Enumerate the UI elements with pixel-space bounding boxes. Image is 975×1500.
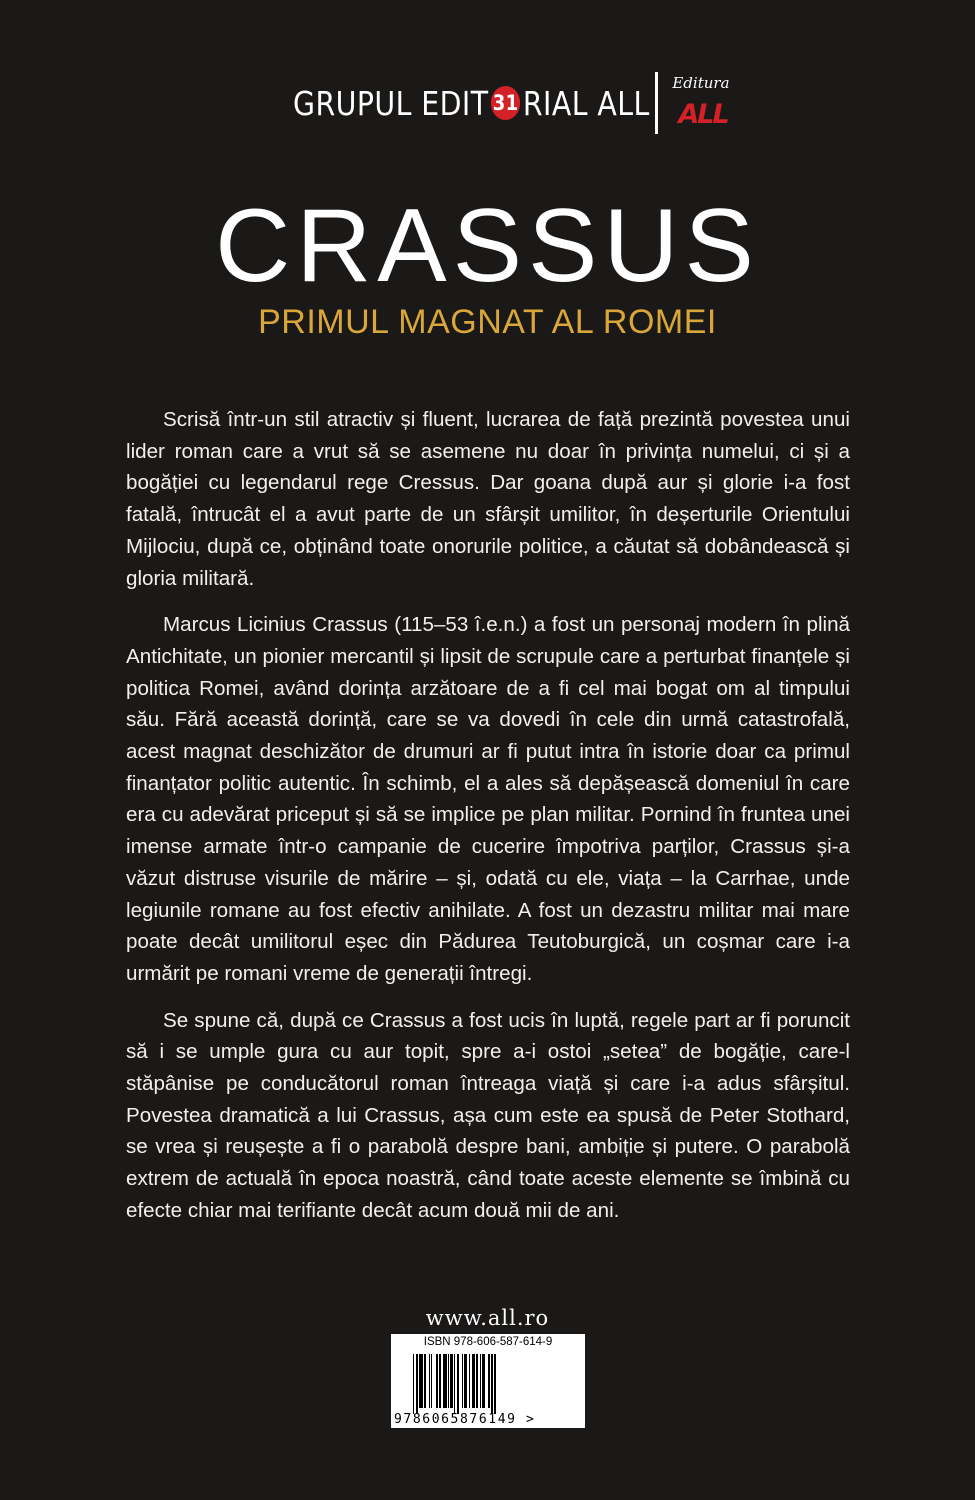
barcode-bars: [413, 1354, 573, 1416]
blurb-paragraph: Scrisă într-un stil atractiv și fluent, lucrarea de față prezintă povestea unui lider roman care a vrut să se asemene nu doar în privința numelui, ci și a bogăției cu legendarul rege Cressus. Dar goana după aur și glorie i-a fost fatală, întrucât el a avut parte de un sfârșit umilitor, în deșerturile Orientului Mijlociu, după ce, obținând toate onorurile politice, a căutat să dobândească și gloria militară.: [126, 408, 850, 590]
isbn-text: ISBN 978-606-587-614-9: [423, 1336, 553, 1348]
book-subtitle: PRIMUL MAGNAT AL ROMEI: [258, 303, 717, 341]
editura-all-logo: [668, 72, 740, 134]
publisher-name-part1: GRUPUL EDIT: [292, 83, 489, 123]
publisher-group-name: [293, 84, 650, 123]
barcode-bar: [494, 1354, 495, 1414]
publisher-name-part2: RIAL ALL: [522, 83, 650, 123]
publisher-header: [0, 72, 975, 134]
website-link: www.all.ro: [425, 1306, 550, 1330]
blurb-paragraph: Se spune că, după ce Crassus a fost ucis în luptă, regele part ar fi poruncit să i se umple gura cu aur topit, spre a-i ostoi „setea” de bogăție, care-l stăpânise pe conducătorul roman întreaga viață și care i-a adus sfârșitul. Povestea dramatică a lui Crassus, așa cum este ea spusă de Peter Stothard, se vrea și reușește a fi o parabolă despre bani, ambiție și putere. O parabolă extrem de actuală în epoca noastră, când toate aceste elemente se îmbină cu efecte chiar mai terifiante decât acum două mii de ani.: [126, 1008, 850, 1222]
blurb: [126, 404, 850, 1242]
anniversary-badge-icon: 31: [491, 86, 520, 120]
blurb-paragraph: Marcus Licinius Crassus (115–53 î.e.n.) a fost un personaj modern în plină Antichitate, un pionier mercantil și lipsit de scrupule care a perturbat finanțele și politica Romei, având dorința arzătoare de a fi cel mai bogat om al timpului său. Fără această dorință, care se va dovedi în cele din urmă catastrofală, acest magnat deschizător de drumuri ar fi putut intra în istorie doar ca primul finanțator politic autentic. În schimb, el a ales să depășească domeniul în care era cu adevărat priceput și să se implice pe plan militar. Pornind în fruntea unei imense armate într-o campanie de cucerire împotriva parților, Crassus și-a văzut distruse visurile de mărire – și, odată cu ele, viața – la Carrhae, unde legiunile romane au fost efectiv anihilate. A fost un dezastru militar mai mare poate decât umilitorul eșec din Pădurea Teutoburgică, un coșmar care i-a urmărit pe romani vreme de generații întregi.: [126, 613, 850, 985]
barcode-digits: 9786065876149 >: [394, 1412, 536, 1427]
logo-all-text: ALL: [678, 99, 728, 130]
isbn-barcode: [391, 1334, 585, 1428]
header-divider: [655, 72, 658, 134]
book-title: CRASSUS: [215, 188, 760, 304]
logo-editura-text: Editura: [672, 74, 730, 92]
